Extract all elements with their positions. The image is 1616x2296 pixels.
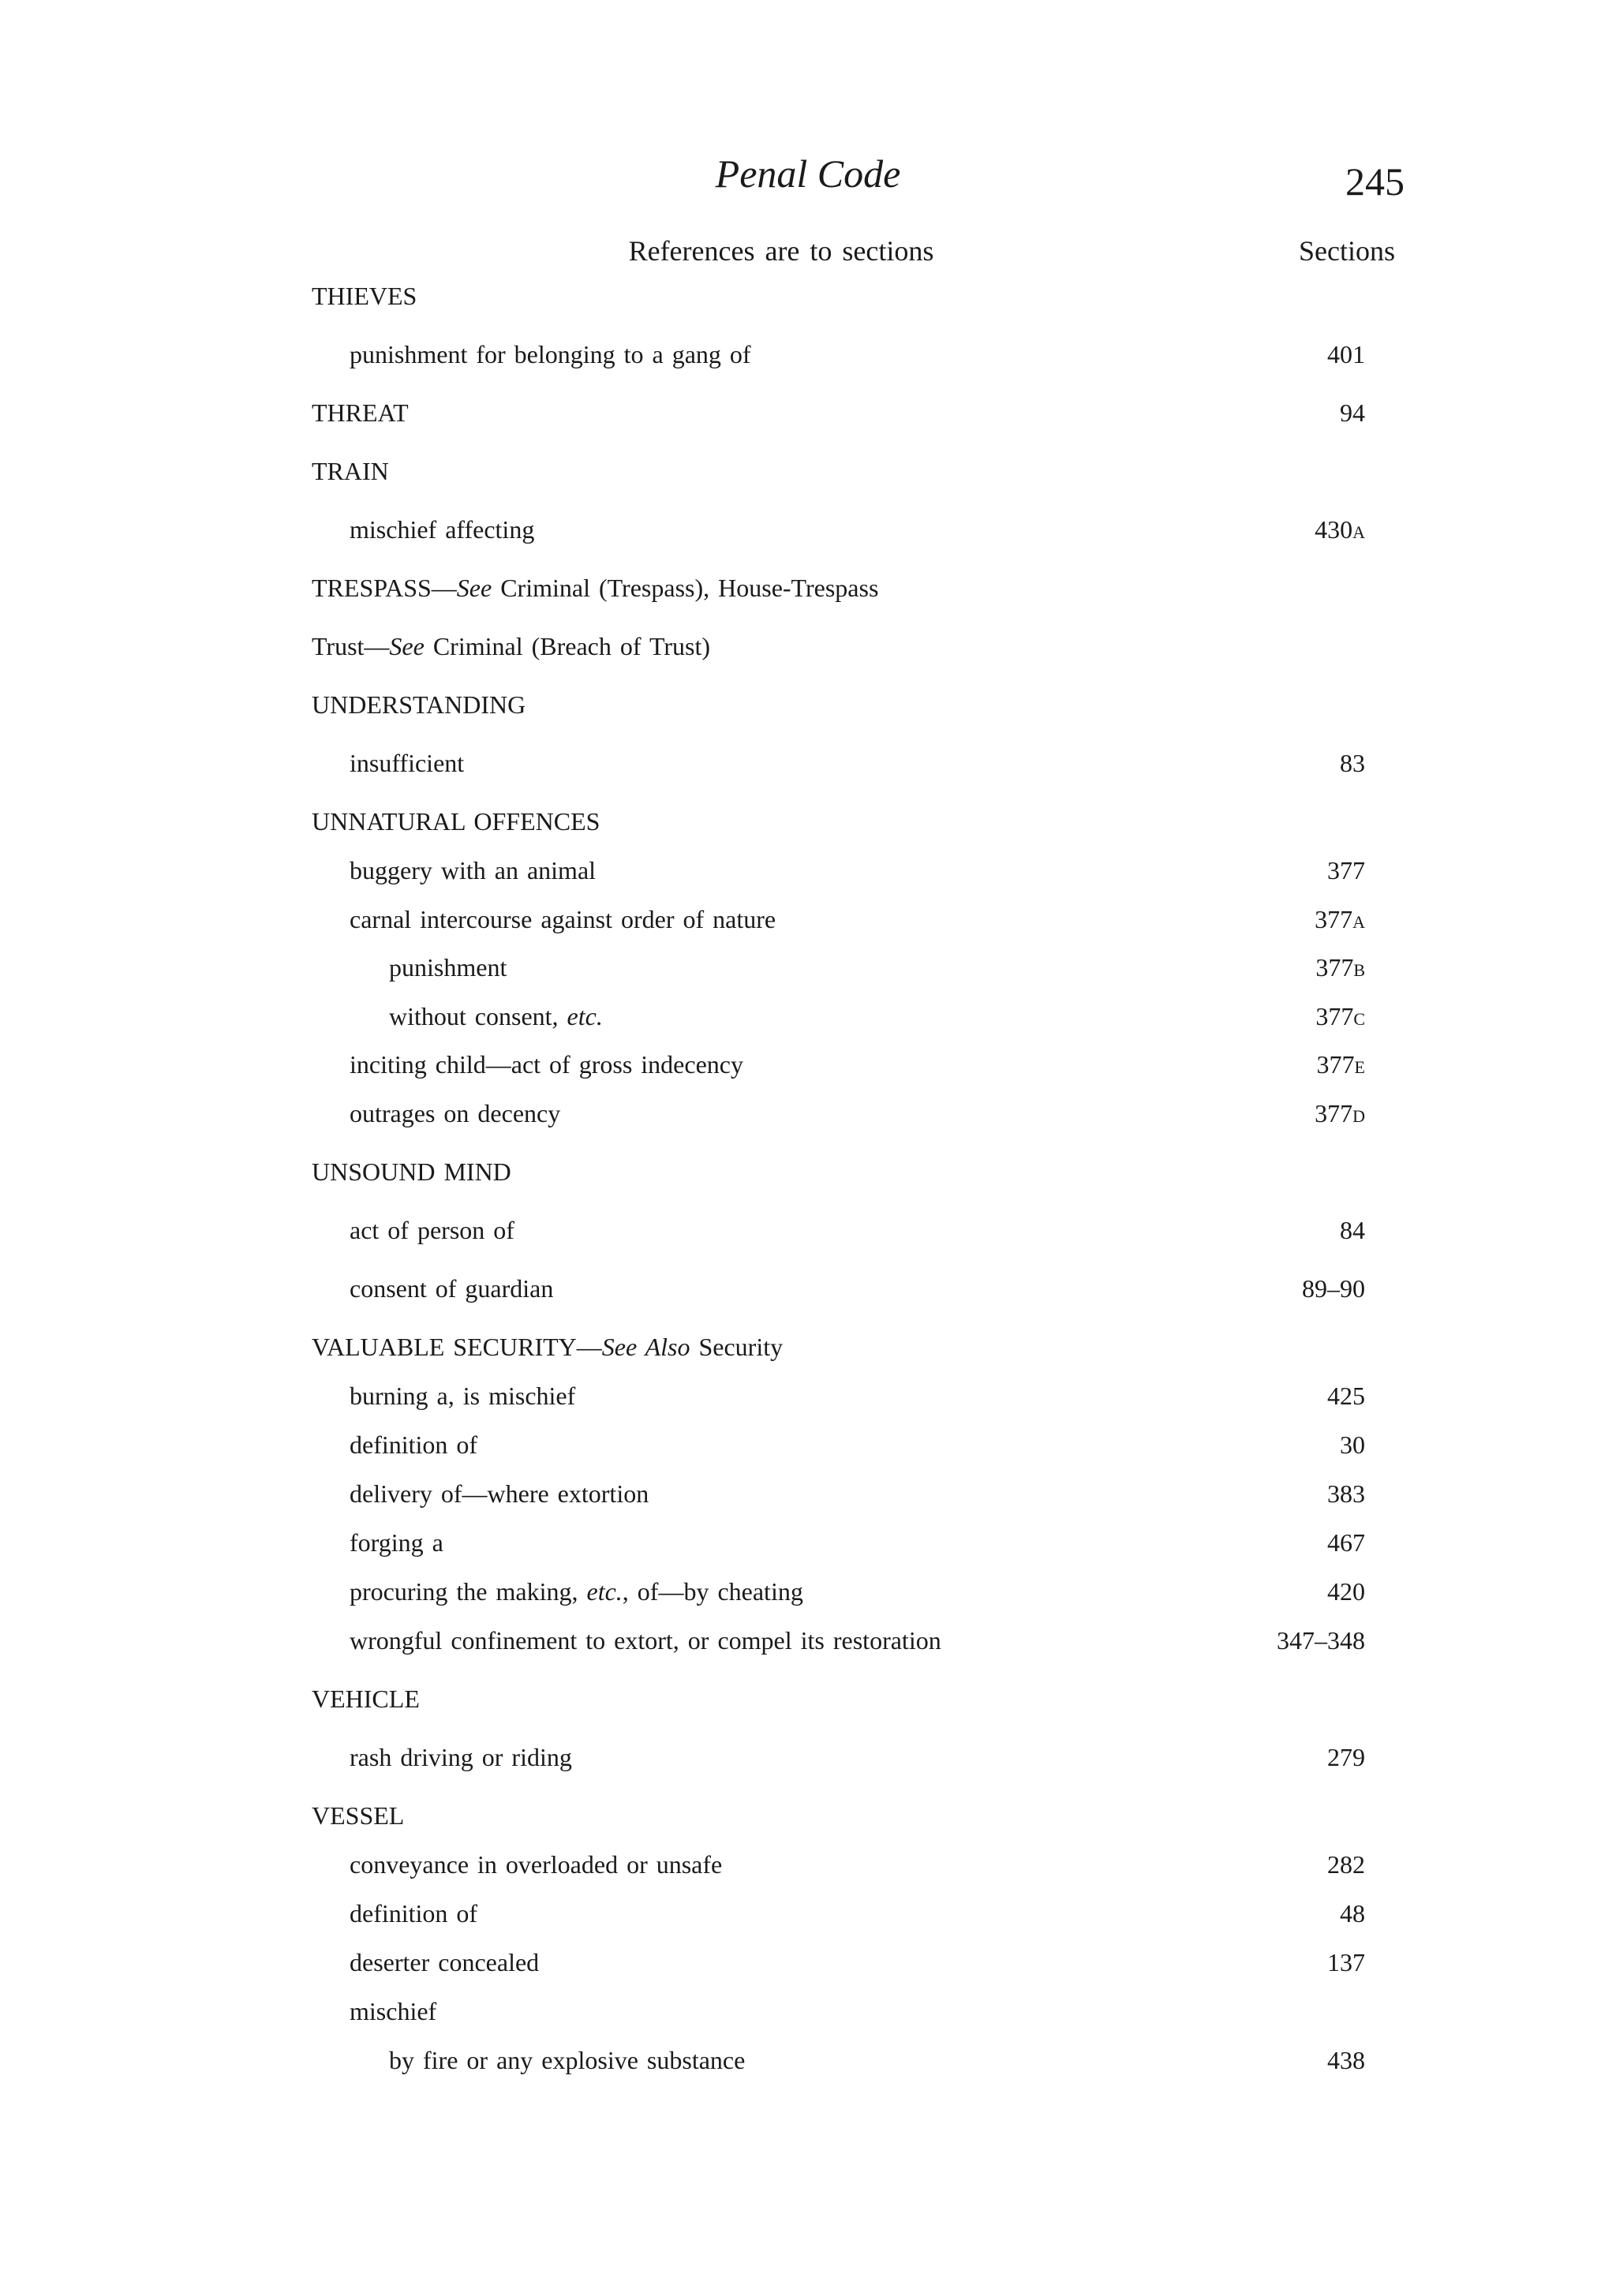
section-number: 420 <box>1327 1577 1365 1606</box>
section-reference <box>1340 1429 1365 1460</box>
index-subentry <box>0 1849 1616 1880</box>
section-number: 30 <box>1340 1430 1365 1459</box>
entry-text <box>350 1098 560 1129</box>
section-number: 377 <box>1315 1099 1353 1127</box>
section-reference <box>1315 514 1365 548</box>
index-subentry <box>0 1214 1616 1246</box>
index-heading <box>0 806 1616 837</box>
section-reference <box>1277 1625 1365 1656</box>
section-reference <box>1327 1380 1365 1412</box>
entry-text <box>312 1683 420 1715</box>
index-subentry <box>0 747 1616 779</box>
section-number: 84 <box>1340 1216 1365 1244</box>
section-reference <box>1327 2044 1365 2076</box>
index-subentry <box>0 1273 1616 1304</box>
entry-text <box>389 2044 745 2076</box>
entry-italic-text: See <box>389 632 425 660</box>
index-subentry <box>0 1625 1616 1656</box>
entry-text-part: mischief affecting <box>350 515 535 544</box>
entry-text-part: buggery with an animal <box>350 856 597 884</box>
index-subentry <box>0 1380 1616 1412</box>
entry-text <box>312 1800 404 1831</box>
entry-text <box>350 747 464 779</box>
index-heading <box>0 1800 1616 1831</box>
entry-italic-text: etc. <box>586 1577 623 1606</box>
entry-italic-text: See Also <box>601 1333 690 1361</box>
index-subentry <box>0 1527 1616 1558</box>
entry-text-part: UNDERSTANDING <box>312 690 526 719</box>
section-number: 430 <box>1315 515 1353 544</box>
section-reference <box>1327 1478 1365 1509</box>
entry-text-part: delivery of—where extortion <box>350 1479 649 1508</box>
section-number: 137 <box>1327 1948 1365 1976</box>
index-heading <box>0 280 1616 312</box>
entry-text <box>350 1380 575 1412</box>
section-reference <box>1315 1098 1365 1132</box>
entry-text <box>350 1625 941 1656</box>
section-reference <box>1315 903 1365 938</box>
entry-text-part: carnal intercourse against order of nature <box>350 905 776 933</box>
index-subentry <box>0 952 1616 983</box>
index-subentry <box>0 1576 1616 1607</box>
references-note: References are to sections <box>628 235 934 267</box>
section-reference <box>1315 1000 1365 1035</box>
section-number: 377 <box>1327 856 1365 884</box>
entry-text <box>350 1849 722 1880</box>
index-heading <box>0 689 1616 720</box>
section-reference <box>1340 747 1365 779</box>
entry-text-part: punishment <box>389 953 507 982</box>
entry-text <box>350 1995 436 2027</box>
section-reference <box>1327 338 1365 370</box>
entry-text-part: TRESPASS— <box>312 574 457 602</box>
entry-text-part: inciting child—act of gross indecency <box>350 1050 743 1079</box>
section-suffix: B <box>1353 960 1365 980</box>
entry-text <box>312 280 417 312</box>
entry-text <box>350 1946 539 1978</box>
section-number: 279 <box>1327 1743 1365 1771</box>
entry-text <box>350 1576 803 1607</box>
section-reference <box>1302 1273 1365 1304</box>
entry-italic-text: See <box>456 574 492 602</box>
index-subentry <box>0 1946 1616 1978</box>
entry-text-part: act of person of <box>350 1216 514 1244</box>
section-number: 347–348 <box>1277 1626 1365 1655</box>
entry-text-part: rash driving or riding <box>350 1743 572 1771</box>
index-subentry <box>0 854 1616 886</box>
entry-text-part: Trust— <box>312 632 390 660</box>
index-subentry <box>0 1429 1616 1460</box>
index-subentry <box>0 1898 1616 1929</box>
page-title: Penal Code <box>715 151 901 196</box>
entry-text-part: procuring the making, <box>350 1577 587 1606</box>
entry-text-part: Security <box>690 1333 784 1361</box>
entry-text-part: VEHICLE <box>312 1685 420 1713</box>
entry-text-part: THREAT <box>312 398 409 427</box>
section-number: 89–90 <box>1302 1274 1365 1303</box>
section-number: 401 <box>1327 340 1365 368</box>
entry-text-part: punishment for belonging to a gang of <box>350 340 751 368</box>
section-number: 438 <box>1327 2046 1365 2074</box>
section-reference <box>1317 1049 1365 1083</box>
index-heading <box>0 1156 1616 1187</box>
index-subentry <box>0 1995 1616 2027</box>
index-heading <box>0 572 1616 604</box>
entry-text-part: Criminal (Trespass), House-Trespass <box>492 574 879 602</box>
entry-text <box>389 952 507 983</box>
entry-text-part: definition of <box>350 1430 478 1459</box>
index-subentry <box>0 903 1616 935</box>
index-subentry <box>0 1741 1616 1773</box>
section-reference <box>1315 952 1365 986</box>
entry-text-part: deserter concealed <box>350 1948 540 1976</box>
entry-text-part: conveyance in overloaded or unsafe <box>350 1850 723 1879</box>
index-subentry <box>0 514 1616 545</box>
section-number: 467 <box>1327 1528 1365 1557</box>
entry-text-part: Criminal (Breach of Trust) <box>424 632 711 660</box>
entry-text-part: consent of guardian <box>350 1274 554 1303</box>
section-number: 282 <box>1327 1850 1365 1879</box>
entry-text <box>350 1741 572 1773</box>
section-reference <box>1327 1849 1365 1880</box>
entry-text-part: TRAIN <box>312 457 389 485</box>
section-suffix: A <box>1352 912 1365 932</box>
index-heading <box>0 1683 1616 1715</box>
entry-text <box>350 1898 477 1929</box>
entry-text <box>312 806 600 837</box>
entry-text <box>350 338 751 370</box>
section-number: 425 <box>1327 1382 1365 1410</box>
index-heading <box>0 1331 1616 1363</box>
entry-text-part: UNSOUND MIND <box>312 1157 511 1186</box>
index-heading <box>0 630 1616 662</box>
entry-text <box>350 903 776 935</box>
section-reference <box>1327 1527 1365 1558</box>
entry-text <box>312 572 878 604</box>
entry-text-part: wrongful confinement to extort, or compel its restoration <box>350 1626 941 1655</box>
section-number: 383 <box>1327 1479 1365 1508</box>
entry-text-part: insufficient <box>350 749 465 777</box>
index-subentry <box>0 2044 1616 2076</box>
index-subentry <box>0 1049 1616 1080</box>
entry-text <box>350 1273 553 1304</box>
entry-text <box>312 1156 511 1187</box>
entry-text-part: definition of <box>350 1899 478 1928</box>
section-number: 48 <box>1340 1899 1365 1928</box>
section-reference <box>1327 1576 1365 1607</box>
entry-text <box>350 1214 514 1246</box>
entry-text <box>350 1429 477 1460</box>
entry-text-part: outrages on decency <box>350 1099 561 1127</box>
index-subentry <box>0 1098 1616 1129</box>
entry-text <box>312 630 710 662</box>
section-number: 377 <box>1315 1002 1354 1030</box>
index-subentry <box>0 338 1616 370</box>
sections-column-header: Sections <box>1299 235 1395 267</box>
entry-text <box>350 854 596 886</box>
section-number: 83 <box>1340 749 1365 777</box>
entry-text <box>312 455 389 487</box>
entry-text-part: , of—by cheating <box>622 1577 803 1606</box>
entry-text <box>350 1527 443 1558</box>
entry-text-part: VESSEL <box>312 1801 405 1830</box>
entry-text-part: without consent <box>389 1002 552 1030</box>
index-heading <box>0 397 1616 428</box>
section-reference <box>1340 1214 1365 1246</box>
entry-text <box>312 397 409 428</box>
page-number: 245 <box>1345 159 1405 204</box>
index-heading <box>0 455 1616 487</box>
entry-text <box>350 1478 649 1509</box>
entry-text-part: forging a <box>350 1528 443 1557</box>
entry-text-part: VALUABLE SECURITY— <box>312 1333 602 1361</box>
entry-text <box>312 1331 783 1363</box>
section-reference <box>1327 1741 1365 1773</box>
section-reference <box>1327 854 1365 886</box>
index-subentry <box>0 1478 1616 1509</box>
entry-text-part: mischief <box>350 1997 437 2025</box>
section-number: 94 <box>1340 398 1365 427</box>
section-suffix: D <box>1352 1106 1365 1126</box>
entry-text-part: UNNATURAL OFFENCES <box>312 807 600 836</box>
section-suffix: E <box>1354 1057 1365 1077</box>
index-subentry <box>0 1000 1616 1032</box>
section-reference <box>1340 1898 1365 1929</box>
entry-text <box>312 689 526 720</box>
section-reference <box>1327 1946 1365 1978</box>
section-number: 377 <box>1315 905 1353 933</box>
entry-text <box>389 1000 603 1032</box>
section-number: 377 <box>1316 1050 1355 1079</box>
entry-text <box>350 514 534 545</box>
entry-italic-text: , etc. <box>552 1002 603 1030</box>
entry-text-part: by fire or any explosive substance <box>389 2046 746 2074</box>
section-reference <box>1340 397 1365 428</box>
entry-text-part: THIEVES <box>312 282 417 310</box>
section-number: 377 <box>1315 953 1354 982</box>
entry-text-part: burning a, is mischief <box>350 1382 576 1410</box>
section-suffix: C <box>1353 1009 1365 1029</box>
section-suffix: A <box>1352 522 1365 542</box>
entry-text <box>350 1049 743 1080</box>
